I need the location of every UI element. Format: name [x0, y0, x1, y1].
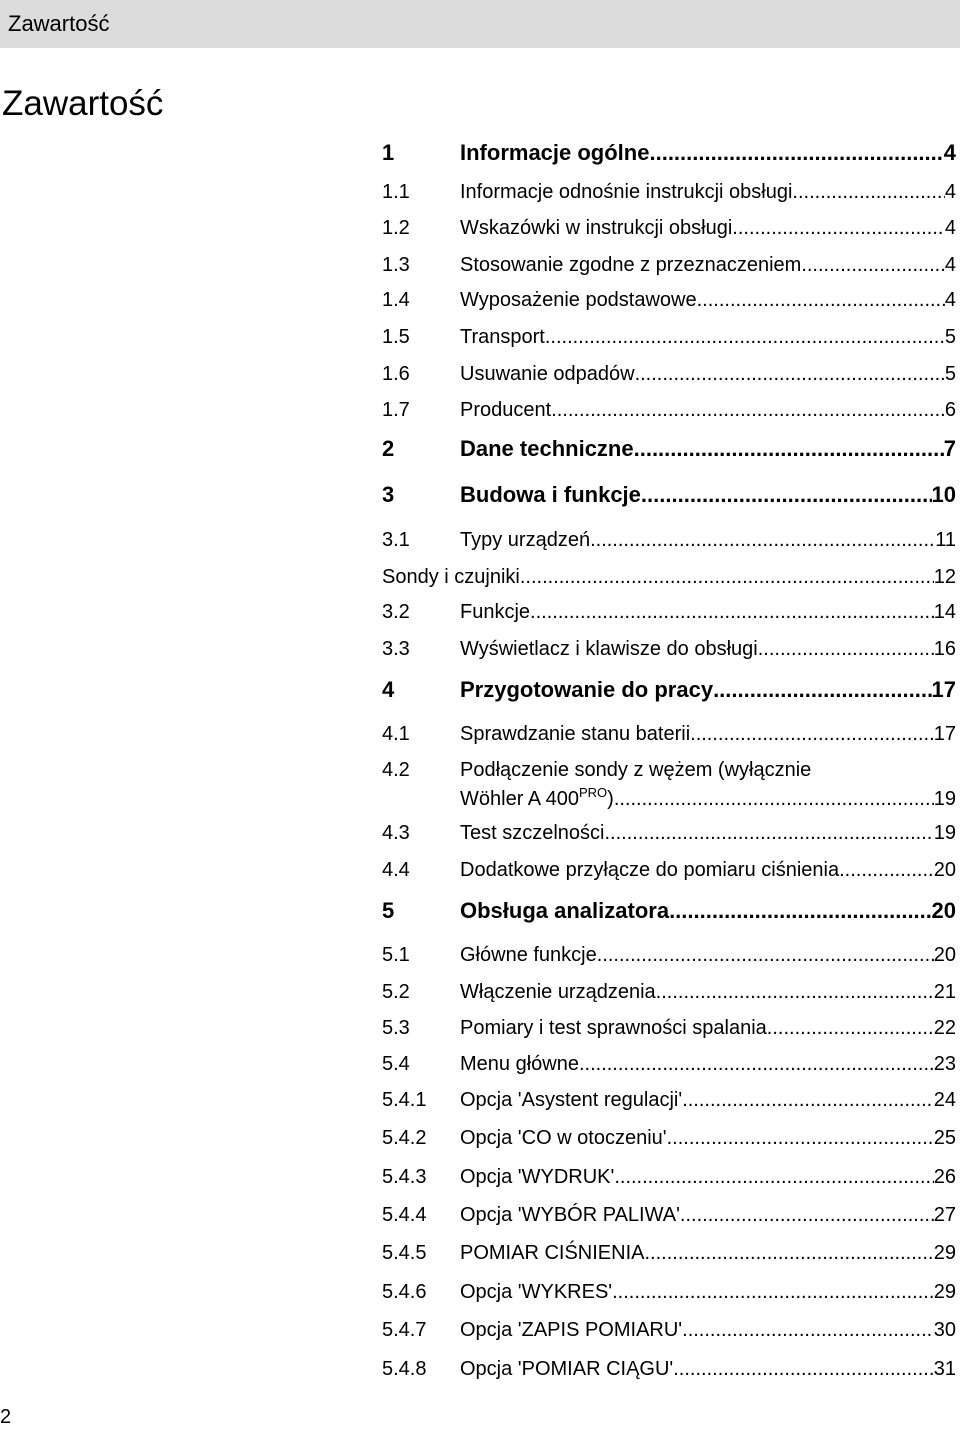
toc-dot-leader: [690, 722, 934, 746]
toc-entry-title: Opcja 'WYDRUK': [460, 1166, 615, 1188]
toc-entry-number: 1.1: [382, 181, 410, 203]
toc-entry-number: 5.4: [382, 1053, 410, 1075]
toc-entry-title: Menu główne: [460, 1053, 579, 1075]
toc-entry-number: 1.7: [382, 399, 410, 421]
toc-entry-number: 4: [382, 677, 395, 702]
toc-entry-page: 19: [933, 788, 956, 810]
toc-dot-leader: [579, 1052, 934, 1076]
toc-entry-title: POMIAR CIŚNIENIA: [460, 1242, 645, 1264]
toc-entry-number: 1.6: [382, 363, 410, 385]
toc-entry-title: Opcja 'WYBÓR PALIWA': [460, 1204, 680, 1226]
toc-entry-title-part: ): [607, 788, 614, 810]
toc-dot-leader: [520, 565, 934, 589]
toc-entry-page: 23: [933, 1053, 956, 1075]
toc-entry-page: 21: [933, 981, 956, 1003]
toc-entry-page: 17: [931, 677, 956, 702]
toc-entry-number: 5.2: [382, 981, 410, 1003]
toc-entry-page: 24: [933, 1089, 956, 1111]
toc-entry-page: 6: [944, 399, 956, 421]
toc-entry-title: Producent: [460, 399, 552, 421]
toc-entry-title: Funkcje: [460, 601, 531, 623]
toc-dot-leader: [551, 398, 945, 422]
toc-entry-number: 5.4.6: [382, 1281, 427, 1303]
toc-dot-leader: [644, 1241, 933, 1265]
toc-entry-title-continued: [460, 787, 614, 811]
toc-entry-page: 26: [933, 1166, 956, 1188]
toc-dot-leader: [839, 858, 934, 882]
toc-dot-leader: [530, 600, 934, 624]
toc-entry-page: 29: [933, 1242, 956, 1264]
toc-entry-number: 4.1: [382, 723, 410, 745]
toc-entry-number: 5.4.7: [382, 1319, 427, 1341]
toc-entry-page: 20: [933, 859, 956, 881]
toc-entry-page: 5: [944, 363, 956, 385]
toc-dot-leader: [545, 325, 945, 349]
toc-entry-page: 14: [933, 601, 956, 623]
toc-entry-number: 2: [382, 436, 395, 461]
toc-entry-title: Opcja 'POMIAR CIĄGU': [460, 1358, 674, 1380]
toc-entry-page: 27: [933, 1204, 956, 1226]
toc-entry-page: 20: [933, 944, 956, 966]
toc-entry-number: 3.2: [382, 601, 410, 623]
toc-entry-number: 5.4.3: [382, 1166, 427, 1188]
toc-dot-leader: [682, 1318, 934, 1342]
toc-entry-title: Budowa i funkcje: [460, 482, 641, 507]
toc-entry-number: 1.4: [382, 289, 410, 311]
toc-entry-number: 4.4: [382, 859, 410, 881]
toc-dot-leader: [590, 528, 935, 552]
toc-entry-title: Opcja 'Asystent regulacji': [460, 1089, 683, 1111]
toc-entry-title: Typy urządzeń: [460, 529, 591, 551]
toc-dot-leader: [669, 898, 931, 924]
toc-entry-title: Pomiary i test sprawności spalania: [460, 1017, 767, 1039]
toc-entry-title: Sondy i czujniki: [382, 566, 520, 588]
running-header: [0, 0, 960, 48]
toc-dot-leader: [605, 821, 934, 845]
toc-dot-leader: [667, 1126, 934, 1150]
toc-dot-leader: [597, 943, 934, 967]
toc-entry-number: 4.3: [382, 822, 410, 844]
toc-entry-page: 29: [933, 1281, 956, 1303]
toc-dot-leader: [767, 1016, 934, 1040]
toc-entry-number: 5: [382, 898, 395, 923]
toc-entry-number: 1.2: [382, 217, 410, 239]
toc-entry[interactable]: [382, 758, 956, 820]
toc-entry-title: Wskazówki w instrukcji obsługi: [460, 217, 733, 239]
toc-entry-title: Główne funkcje: [460, 944, 597, 966]
toc-entry-title: Transport: [460, 326, 545, 348]
toc-entry-number: 5.4.2: [382, 1127, 427, 1149]
toc-entry-title: Wyposażenie podstawowe: [460, 289, 697, 311]
toc-entry-number: 4.2: [382, 759, 410, 781]
toc-entry-title: Włączenie urządzenia: [460, 981, 656, 1003]
toc-entry-page: 4: [943, 140, 956, 165]
toc-dot-leader: [713, 677, 931, 703]
toc-entry-number: 5.4.4: [382, 1204, 427, 1226]
toc-dot-leader: [697, 288, 945, 312]
toc-dot-leader: [673, 1357, 934, 1381]
superscript-pro: PRO: [578, 785, 608, 800]
toc-entry-title: Przygotowanie do pracy: [460, 677, 714, 702]
toc-entry-number: 3: [382, 482, 395, 507]
toc-entry-number: 5.3: [382, 1017, 410, 1039]
toc-entry-title: Test szczelności: [460, 822, 605, 844]
toc-entry-page: 4: [944, 289, 956, 311]
toc-entry-number: 3.1: [382, 529, 410, 551]
toc-entry-title: Informacje odnośnie instrukcji obsługi: [460, 181, 793, 203]
toc-entry-page: 11: [935, 529, 956, 551]
toc-entry-page: 25: [933, 1127, 956, 1149]
toc-dot-leader: [680, 1203, 934, 1227]
toc-entry-number: 5.1: [382, 944, 410, 966]
toc-entry-title: Dodatkowe przyłącze do pomiaru ciśnienia: [460, 859, 840, 881]
toc-dot-leader: [656, 980, 934, 1004]
toc-entry-number: 1: [382, 140, 395, 165]
toc-entry-page: 31: [933, 1358, 956, 1380]
toc-dot-leader: [758, 637, 934, 661]
toc-dot-leader: [801, 253, 945, 277]
toc-entry-page: 20: [931, 898, 956, 923]
toc-entry-number: 1.5: [382, 326, 410, 348]
toc-entry-title: Informacje ogólne: [460, 140, 650, 165]
toc-entry-title: Stosowanie zgodne z przeznaczeniem: [460, 254, 802, 276]
toc-entry-title: Usuwanie odpadów: [460, 363, 635, 385]
toc-entry-page: 17: [933, 723, 956, 745]
toc-dot-leader: [635, 362, 945, 386]
toc-entry-title: Opcja 'CO w otoczeniu': [460, 1127, 667, 1149]
toc-entry-number: 5.4.8: [382, 1358, 427, 1380]
toc-entry-number: 3.3: [382, 638, 410, 660]
toc-entry-page: 12: [933, 566, 956, 588]
toc-entry-title: Sprawdzanie stanu baterii: [460, 723, 691, 745]
toc-entry-page: 4: [944, 254, 956, 276]
toc-dot-leader: [641, 482, 932, 508]
toc-entry-page: 5: [944, 326, 956, 348]
toc-dot-leader: [614, 1165, 933, 1189]
toc-dot-leader: [614, 787, 934, 811]
toc-entry-title: Obsługa analizatora: [460, 898, 670, 923]
toc-entry-title: Wyświetlacz i klawisze do obsługi: [460, 638, 758, 660]
page-number: 2: [0, 1406, 12, 1428]
toc-entry-number: 5.4.1: [382, 1089, 427, 1111]
toc-entry-title-part: Wöhler A 400: [460, 788, 579, 810]
toc-entry-title: Podłączenie sondy z wężem (wyłącznie: [460, 759, 812, 781]
running-header-title: Zawartość: [8, 11, 110, 36]
toc-dot-leader: [732, 216, 945, 240]
toc-entry-page: 10: [931, 482, 956, 507]
toc-entry-title: Dane techniczne: [460, 436, 634, 461]
toc-entry-page: 19: [933, 822, 956, 844]
toc-entry-number: 1.3: [382, 254, 410, 276]
toc-entry-page: 4: [944, 181, 956, 203]
toc-entry-page: 4: [944, 217, 956, 239]
toc-entry-page: 7: [943, 436, 956, 461]
toc-dot-leader: [792, 180, 944, 204]
toc-entry-title: Opcja 'WYKRES': [460, 1281, 613, 1303]
toc-entry-page: 16: [933, 638, 956, 660]
toc-entry-page: 30: [933, 1319, 956, 1341]
toc-dot-leader: [649, 140, 943, 166]
toc-dot-leader: [682, 1088, 934, 1112]
page-title: Zawartość: [2, 84, 164, 123]
toc-entry-page: 22: [933, 1017, 956, 1039]
toc-entry-title: Opcja 'ZAPIS POMIARU': [460, 1319, 683, 1341]
toc-dot-leader: [634, 436, 944, 462]
toc-dot-leader: [612, 1280, 934, 1304]
toc-entry-number: 5.4.5: [382, 1242, 427, 1264]
